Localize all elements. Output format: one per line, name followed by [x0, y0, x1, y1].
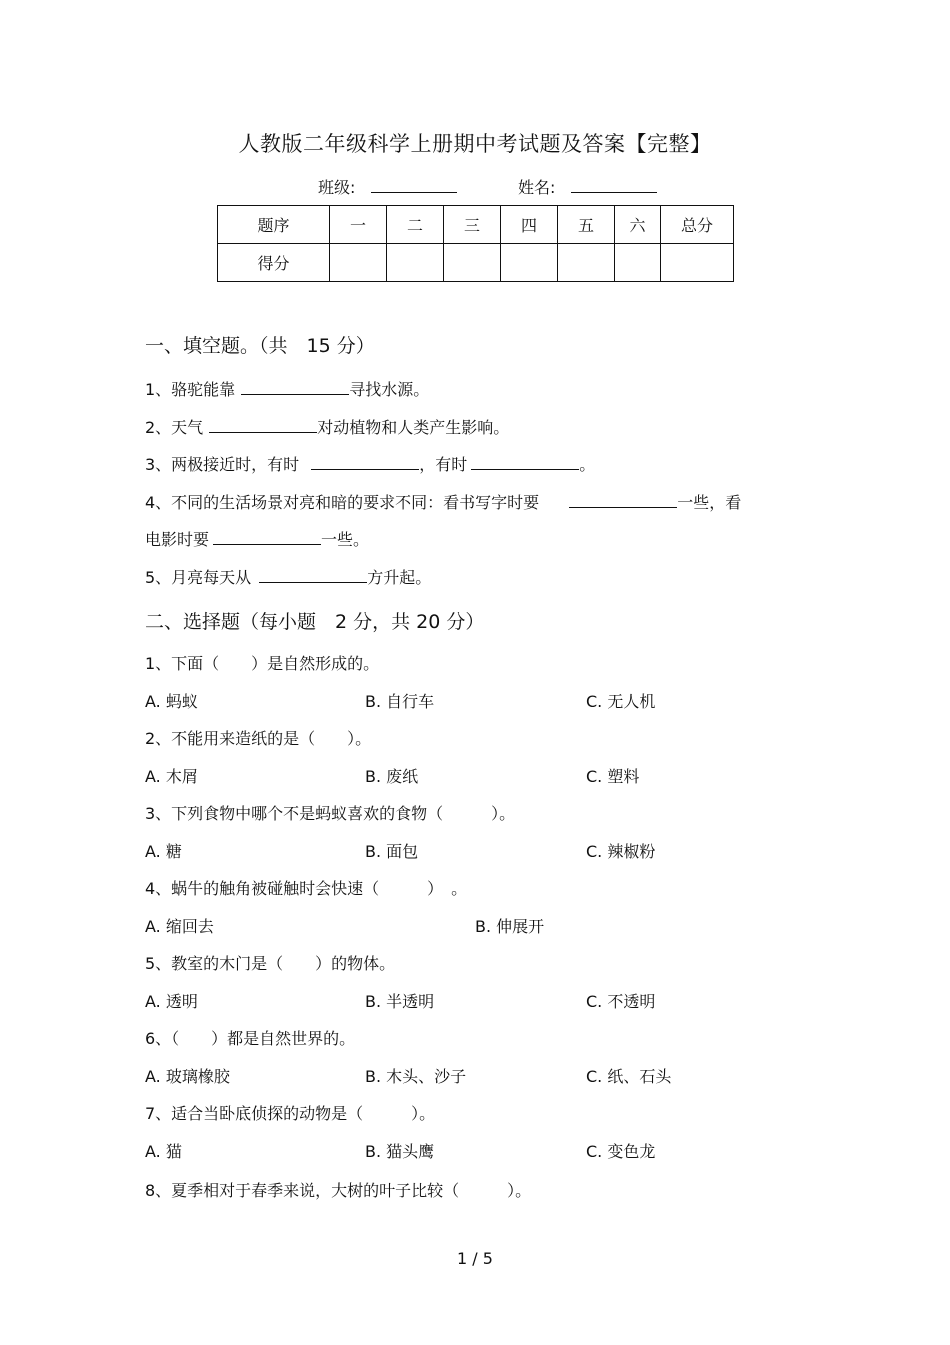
name-blank[interactable]	[571, 174, 657, 193]
fill-question-3	[145, 452, 595, 475]
choice-question-stem: 5、教室的木门是（ ）的物体。	[145, 954, 396, 973]
score-cell[interactable]	[444, 244, 501, 282]
score-header-cell: 三	[444, 206, 501, 244]
choice-option-c[interactable]: C. 不透明	[586, 992, 656, 1011]
question-text: 。	[579, 455, 596, 474]
score-header-cell: 六	[615, 206, 661, 244]
question-text: 一些，看	[677, 493, 742, 512]
fill-question-5	[145, 565, 431, 588]
answer-blank[interactable]	[471, 453, 579, 470]
choice-option-b[interactable]: B. 自行车	[365, 692, 435, 711]
score-header-cell: 二	[387, 206, 444, 244]
answer-blank[interactable]	[259, 566, 367, 583]
score-cell[interactable]	[330, 244, 387, 282]
choice-option-a[interactable]: A. 蚂蚁	[145, 692, 198, 711]
answer-blank[interactable]	[241, 378, 349, 395]
question-text: 5、月亮每天从	[145, 568, 252, 587]
choice-option-c[interactable]: C. 变色龙	[586, 1142, 656, 1161]
score-header-row	[218, 206, 734, 244]
question-text: ，有时	[419, 455, 468, 474]
choice-option-a[interactable]: A. 猫	[145, 1142, 182, 1161]
choice-option-a[interactable]: A. 糖	[145, 842, 182, 861]
choice-option-b[interactable]: B. 猫头鹰	[365, 1142, 435, 1161]
score-cell[interactable]	[661, 244, 734, 282]
question-text: 方升起。	[367, 568, 432, 587]
question-text: 4、不同的生活场景对亮和暗的要求不同：看书写字时要	[145, 493, 540, 512]
fill-question-1	[145, 377, 429, 400]
score-header-cell: 一	[330, 206, 387, 244]
question-text: 电影时要	[145, 530, 210, 549]
class-label: 班级:	[318, 178, 356, 197]
choice-option-a[interactable]: A. 玻璃橡胶	[145, 1067, 230, 1086]
score-row-label: 得分	[218, 244, 330, 282]
choice-option-b[interactable]: B. 半透明	[365, 992, 435, 1011]
fill-question-4	[145, 490, 741, 513]
score-header-cell: 题序	[218, 206, 330, 244]
choice-option-b[interactable]: B. 面包	[365, 842, 419, 861]
choice-option-a[interactable]: A. 透明	[145, 992, 198, 1011]
class-blank[interactable]	[371, 174, 457, 193]
score-header-cell: 四	[501, 206, 558, 244]
score-header-cell: 总分	[661, 206, 734, 244]
choice-option-b[interactable]: B. 木头、沙子	[365, 1067, 467, 1086]
question-text: 对动植物和人类产生影响。	[317, 418, 510, 437]
answer-blank[interactable]	[213, 528, 321, 545]
choice-question-stem: 8、夏季相对于春季来说，大树的叶子比较（ ）。	[145, 1181, 532, 1200]
page-title: 人教版二年级科学上册期中考试题及答案【完整】	[238, 132, 712, 156]
question-text: 3、两极接近时，有时	[145, 455, 300, 474]
score-table	[217, 205, 734, 282]
choice-question-stem: 2、不能用来造纸的是（ ）。	[145, 729, 372, 748]
fill-question-4-cont	[145, 527, 369, 550]
choice-option-a[interactable]: A. 木屑	[145, 767, 198, 786]
choice-question-stem: 1、下面（ ）是自然形成的。	[145, 654, 380, 673]
name-field	[518, 174, 657, 198]
class-field	[318, 174, 457, 198]
choice-option-c[interactable]: C. 塑料	[586, 767, 640, 786]
section2-heading: 二、选择题（每小题 2 分，共 20 分）	[145, 611, 485, 633]
choice-option-c[interactable]: C. 无人机	[586, 692, 656, 711]
choice-option-b[interactable]: B. 废纸	[365, 767, 419, 786]
choice-option-a[interactable]: A. 缩回去	[145, 917, 214, 936]
question-text: 一些。	[321, 530, 370, 549]
choice-question-stem: 3、下列食物中哪个不是蚂蚁喜欢的食物（ ）。	[145, 804, 516, 823]
question-text: 2、天气	[145, 418, 204, 437]
answer-blank[interactable]	[209, 416, 317, 433]
score-cell[interactable]	[558, 244, 615, 282]
score-row	[218, 244, 734, 282]
score-cell[interactable]	[615, 244, 661, 282]
section1-heading: 一、填空题。（共 15 分）	[145, 335, 375, 357]
fill-question-2	[145, 415, 509, 438]
answer-blank[interactable]	[569, 491, 677, 508]
choice-option-c[interactable]: C. 纸、石头	[586, 1067, 672, 1086]
question-text: 1、骆驼能靠	[145, 380, 236, 399]
score-header-cell: 五	[558, 206, 615, 244]
choice-question-stem: 7、适合当卧底侦探的动物是（ ）。	[145, 1104, 436, 1123]
question-text: 寻找水源。	[349, 380, 430, 399]
answer-blank[interactable]	[311, 453, 419, 470]
score-cell[interactable]	[387, 244, 444, 282]
choice-question-stem: 4、蜗牛的触角被碰触时会快速（ ） 。	[145, 879, 468, 898]
choice-question-stem: 6、（ ）都是自然世界的。	[145, 1029, 356, 1048]
choice-option-c[interactable]: C. 辣椒粉	[586, 842, 656, 861]
choice-option-b[interactable]: B. 伸展开	[475, 917, 545, 936]
page-number: 1 / 5	[457, 1249, 493, 1268]
name-label: 姓名:	[518, 178, 556, 197]
score-cell[interactable]	[501, 244, 558, 282]
